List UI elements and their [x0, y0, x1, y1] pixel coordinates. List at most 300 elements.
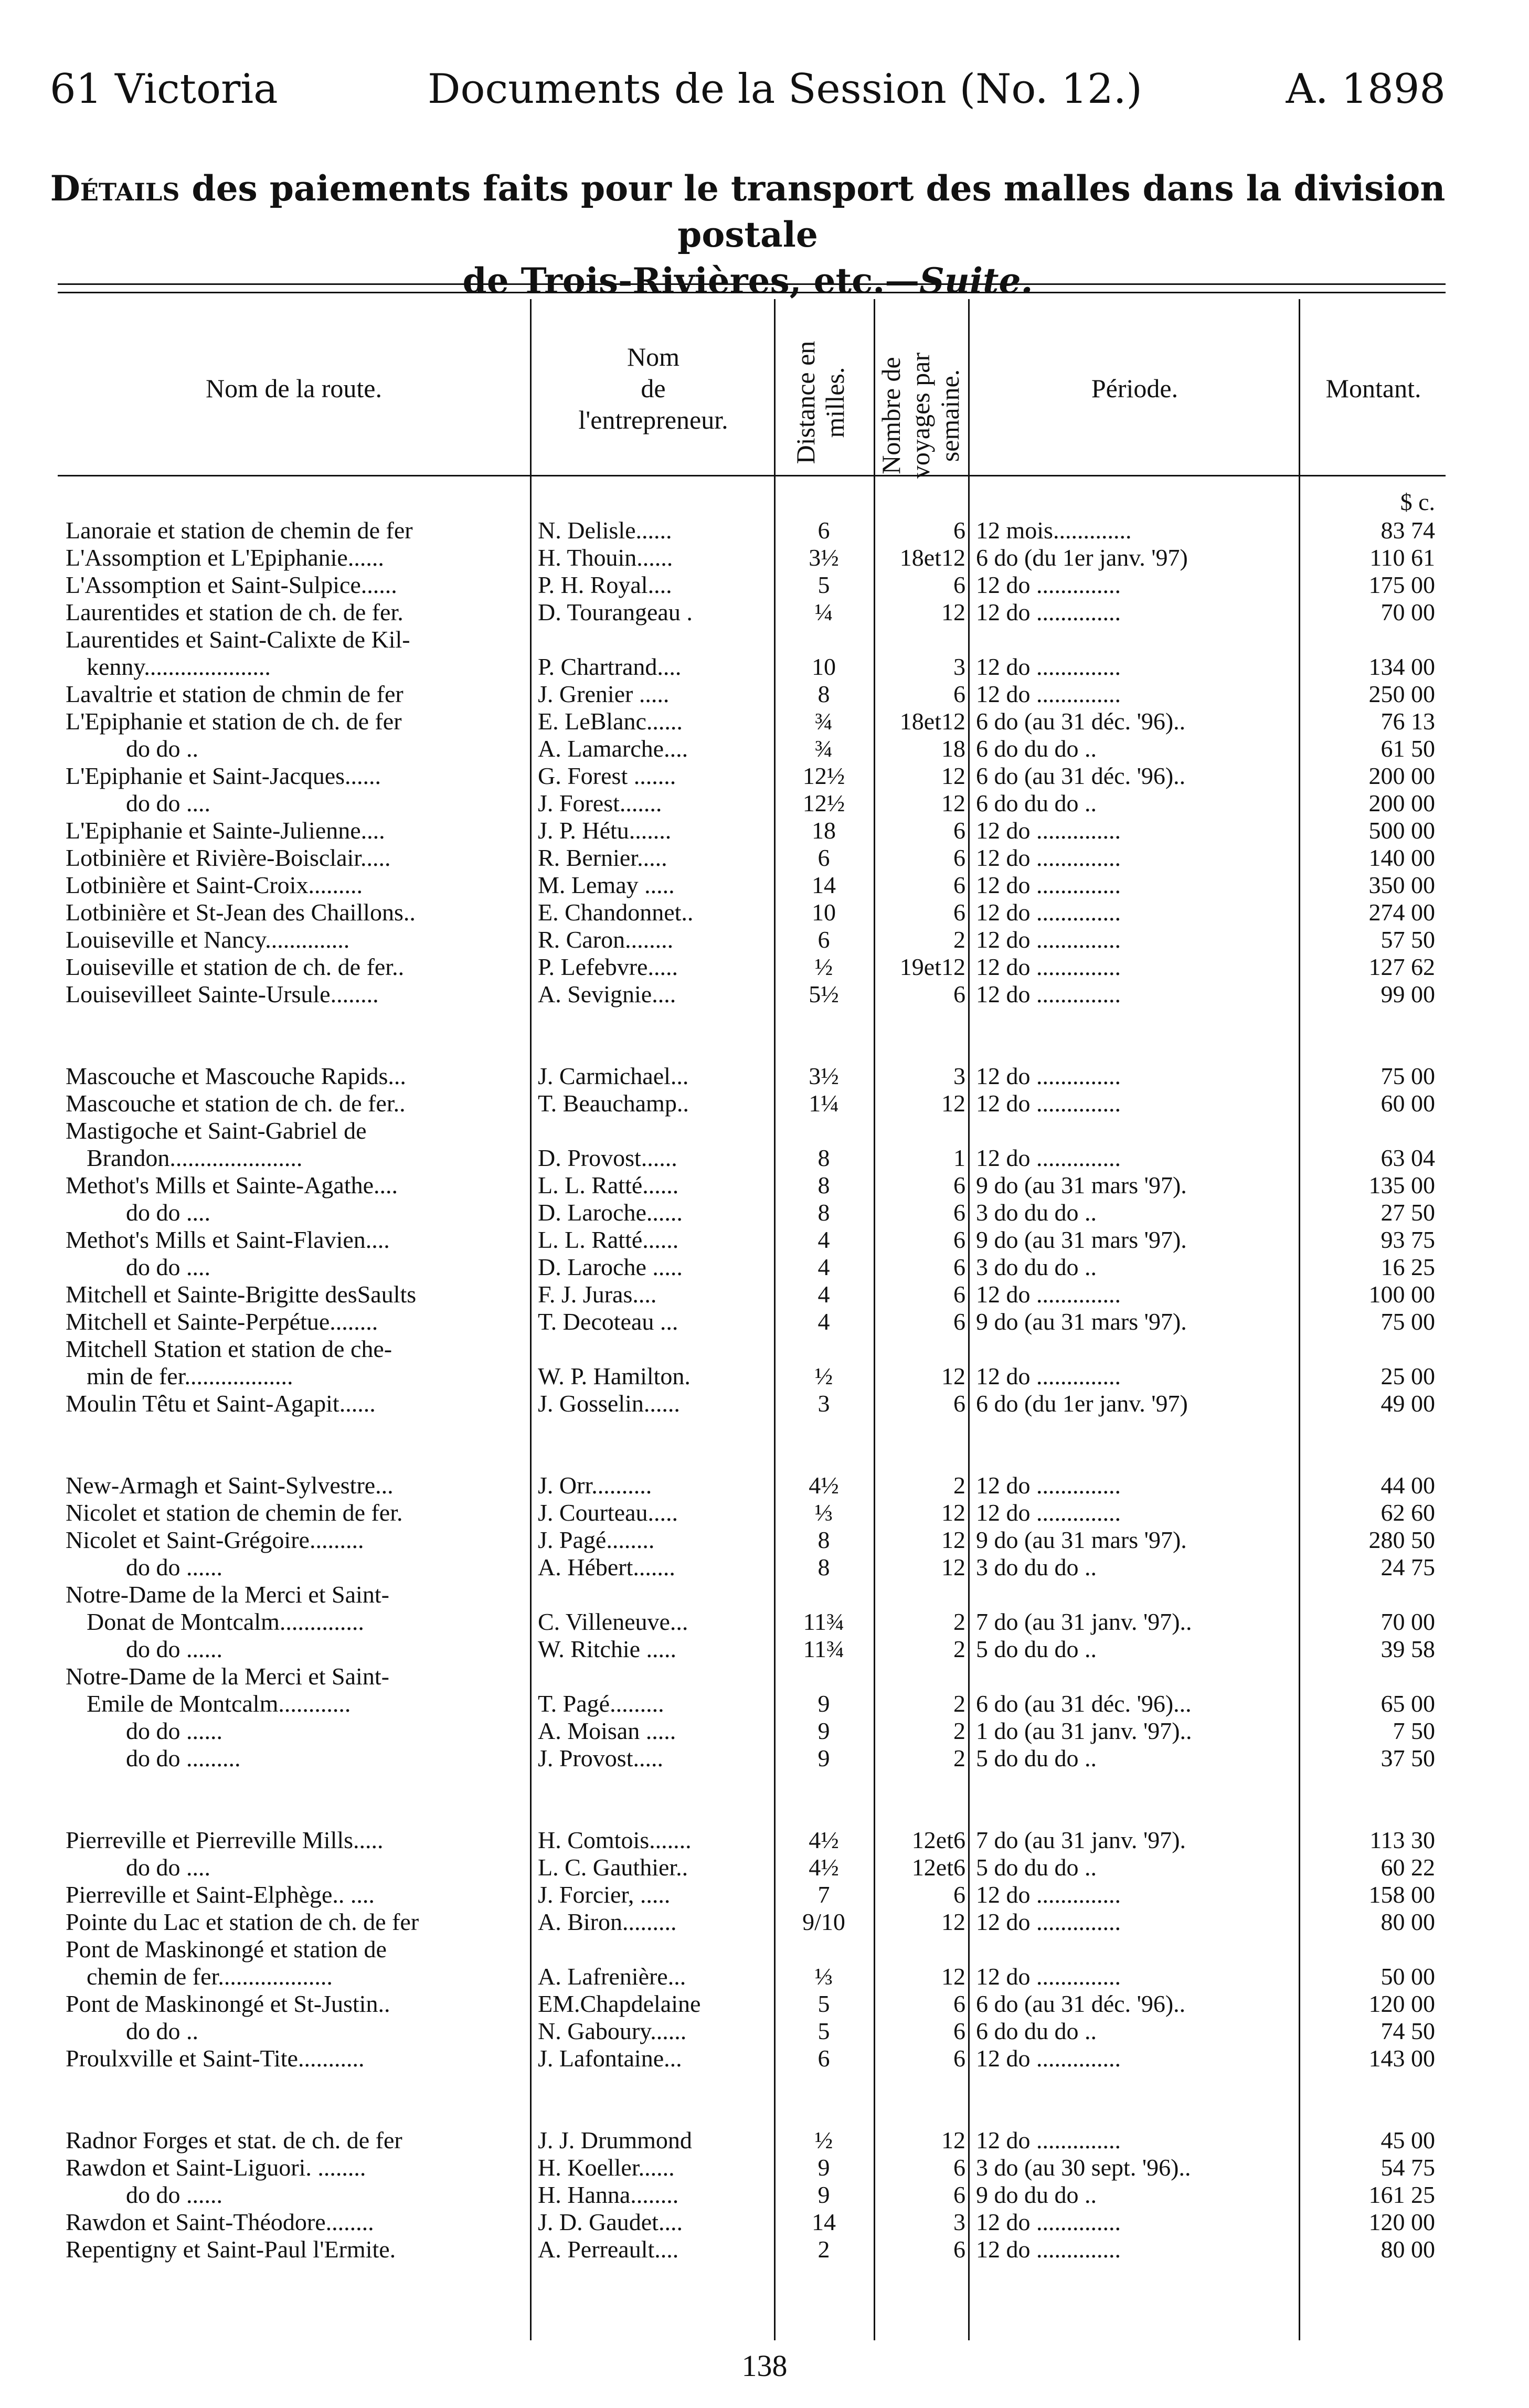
amount: 120 00 [1368, 1990, 1435, 2017]
contractor-name: A. Moisan ..... [538, 1717, 676, 1744]
distance-miles: 5 [817, 1990, 830, 2017]
period: 6 do (au 31 déc. '96).. [976, 708, 1186, 735]
period: 3 do (au 30 sept. '96).. [976, 2154, 1191, 2181]
contractor-name: W. P. Hamilton. [538, 1363, 691, 1389]
trips-per-week: 12 [941, 1363, 965, 1389]
contractor-name: M. Lemay ..... [538, 872, 675, 898]
contractor-name: A. Lafrenière... [538, 1963, 686, 1990]
route-name: New-Armagh et Saint-Sylvestre... [66, 1472, 394, 1499]
contractor-name: E. LeBlanc...... [538, 708, 683, 735]
amount: 274 00 [1368, 899, 1435, 926]
route-name: chemin de fer................... [87, 1963, 333, 1990]
route-name: Lotbinière et Rivière-Boisclair..... [66, 844, 391, 871]
trips-per-week: 6 [953, 1254, 965, 1280]
distance-miles: 8 [817, 1526, 830, 1553]
amount: 99 00 [1381, 981, 1435, 1007]
period: 12 do .............. [976, 1090, 1121, 1117]
route-name: do do .... [126, 1854, 210, 1881]
period: 12 do .............. [976, 2209, 1121, 2235]
table-row [0, 735, 1529, 762]
contractor-name: J. D. Gaudet.... [538, 2209, 683, 2235]
contractor-name: E. Chandonnet.. [538, 899, 694, 926]
distance-miles: ⅓ [814, 1499, 833, 1526]
trips-per-week: 12et6 [911, 1854, 965, 1881]
contractor-name: C. Villeneuve... [538, 1608, 688, 1635]
table-row [0, 1636, 1529, 1663]
table-row [0, 517, 1529, 544]
period: 3 do du do .. [976, 1254, 1097, 1280]
contractor-name: A. Lamarche.... [538, 735, 688, 762]
col-periode-header: Période. [1091, 374, 1178, 403]
period: 6 do (au 31 déc. '96).. [976, 762, 1186, 789]
table-row [0, 626, 1529, 653]
table-row [0, 1663, 1529, 1690]
contractor-name: J. P. Hétu....... [538, 817, 672, 844]
trips-per-week: 12 [941, 790, 965, 816]
distance-miles: 3 [817, 1390, 830, 1417]
period: 6 do (du 1er janv. '97) [976, 544, 1188, 571]
contractor-name: P. H. Royal.... [538, 571, 672, 598]
trips-per-week: 12 [941, 1499, 965, 1526]
table-row [0, 899, 1529, 926]
table-row [0, 1936, 1529, 1963]
trips-per-week: 6 [953, 2018, 965, 2044]
contractor-name: T. Decoteau ... [538, 1308, 678, 1335]
distance-miles: 5 [817, 2018, 830, 2044]
amount: 127 62 [1368, 953, 1435, 980]
amount: 140 00 [1368, 844, 1435, 871]
route-name: do do .... [126, 790, 210, 816]
contractor-name: W. Ritchie ..... [538, 1636, 677, 1662]
contractor-name: J. J. Drummond [538, 2127, 692, 2154]
period: 12 do .............. [976, 1881, 1121, 1908]
route-name: do do ...... [126, 1554, 222, 1580]
table-row [0, 571, 1529, 599]
distance-miles: 8 [817, 1144, 830, 1171]
period: 12 do .............. [976, 1063, 1121, 1089]
route-name: Louisevilleet Sainte-Ursule........ [66, 981, 379, 1007]
title-lead: Détails [50, 168, 180, 209]
distance-miles: 9 [817, 2154, 830, 2181]
table-row [0, 681, 1529, 708]
contractor-name: F. J. Juras.... [538, 1281, 657, 1308]
distance-miles: 4½ [809, 1854, 839, 1881]
route-name: kenny..................... [87, 653, 271, 680]
trips-per-week: 6 [953, 517, 965, 544]
period: 9 do (au 31 mars '97). [976, 1172, 1187, 1198]
period: 12 do .............. [976, 1281, 1121, 1308]
trips-per-week: 2 [953, 926, 965, 953]
col-route-header: Nom de la route. [205, 374, 382, 403]
amount: 350 00 [1368, 872, 1435, 898]
amount: 27 50 [1381, 1199, 1435, 1226]
distance-miles: 9 [817, 2181, 830, 2208]
amount: 61 50 [1381, 735, 1435, 762]
col-entrepreneur-line1: Nom [627, 342, 679, 372]
amount: 250 00 [1368, 681, 1435, 707]
route-name: Pierreville et Pierreville Mills..... [66, 1827, 384, 1853]
table-row [0, 1390, 1529, 1417]
amount: 75 00 [1381, 1063, 1435, 1089]
trips-per-week: 6 [953, 1281, 965, 1308]
contractor-name: EM.Chapdelaine [538, 1990, 701, 2017]
route-name: Radnor Forges et stat. de ch. de fer [66, 2127, 402, 2154]
distance-miles: 12½ [802, 762, 845, 789]
contractor-name: H. Koeller...... [538, 2154, 675, 2181]
table-row [0, 981, 1529, 1008]
route-name: Mitchell et Sainte-Brigitte desSaults [66, 1281, 417, 1308]
trips-per-week: 6 [953, 571, 965, 598]
amount: 50 00 [1381, 1963, 1435, 1990]
route-name: Donat de Montcalm.............. [87, 1608, 364, 1635]
amount: 80 00 [1381, 2236, 1435, 2263]
period: 12 do .............. [976, 899, 1121, 926]
top-rule-1 [58, 283, 1446, 285]
col-voyages-header: Nombre de voyages par semaine. [876, 352, 964, 479]
contractor-name: J. Forcier, ..... [538, 1881, 671, 1908]
amount: 76 13 [1381, 708, 1435, 735]
amount: 200 00 [1368, 790, 1435, 816]
distance-miles: 14 [812, 872, 836, 898]
table-row [0, 1608, 1529, 1636]
period: 12 do .............. [976, 599, 1121, 625]
table-row [0, 790, 1529, 817]
table-row [0, 599, 1529, 626]
table-row [0, 1172, 1529, 1199]
distance-miles: 3½ [809, 1063, 839, 1089]
trips-per-week: 6 [953, 2181, 965, 2208]
distance-miles: 5½ [809, 981, 839, 1007]
col-montant-header: Montant. [1325, 374, 1421, 403]
period: 12 do .............. [976, 681, 1121, 707]
distance-miles: 4½ [809, 1472, 839, 1499]
amount: 110 61 [1369, 544, 1435, 571]
period: 12 do .............. [976, 1472, 1121, 1499]
table-row [0, 1090, 1529, 1117]
period: 12 do .............. [976, 2045, 1121, 2072]
table-row [0, 544, 1529, 571]
period: 12 do .............. [976, 2127, 1121, 2154]
amount: 280 50 [1368, 1526, 1435, 1553]
table-row [0, 2236, 1529, 2263]
period: 12 do .............. [976, 872, 1121, 898]
contractor-name: A. Sevignie.... [538, 981, 676, 1007]
route-name: Nicolet et station de chemin de fer. [66, 1499, 403, 1526]
trips-per-week: 6 [953, 1172, 965, 1198]
amount: 74 50 [1381, 2018, 1435, 2044]
route-name: min de fer.................. [87, 1363, 293, 1389]
period: 6 do (du 1er janv. '97) [976, 1390, 1188, 1417]
trips-per-week: 6 [953, 899, 965, 926]
contractor-name: D. Provost...... [538, 1144, 677, 1171]
route-name: Repentigny et Saint-Paul l'Ermite. [66, 2236, 396, 2263]
period: 12 do .............. [976, 2236, 1121, 2263]
contractor-name: J. Grenier ..... [538, 681, 670, 707]
amount: 158 00 [1368, 1881, 1435, 1908]
amount: 45 00 [1381, 2127, 1435, 2154]
table-row [0, 1335, 1529, 1363]
distance-miles: 14 [812, 2209, 836, 2235]
contractor-name: L. L. Ratté...... [538, 1172, 679, 1198]
route-name: Moulin Têtu et Saint-Agapit...... [66, 1390, 376, 1417]
period: 9 do (au 31 mars '97). [976, 1526, 1187, 1553]
table-row [0, 1554, 1529, 1581]
table-row [0, 1745, 1529, 1772]
trips-per-week: 2 [953, 1636, 965, 1662]
contractor-name: A. Perreault.... [538, 2236, 679, 2263]
period: 12 do .............. [976, 844, 1121, 871]
amount: 75 00 [1381, 1308, 1435, 1335]
table-row [0, 1063, 1529, 1090]
table-row [0, 817, 1529, 844]
trips-per-week: 6 [953, 2154, 965, 2181]
contractor-name: R. Bernier..... [538, 844, 667, 871]
col-distance-header: Distance en milles. [791, 341, 850, 464]
period: 12 do .............. [976, 817, 1121, 844]
route-name: Louiseville et Nancy.............. [66, 926, 350, 953]
page-number: 138 [741, 2349, 788, 2383]
distance-miles: 7 [817, 1881, 830, 1908]
route-name: Mascouche et station de ch. de fer.. [66, 1090, 406, 1117]
table-row [0, 2018, 1529, 2045]
distance-miles: 2 [817, 2236, 830, 2263]
contractor-name: A. Hébert....... [538, 1554, 675, 1580]
route-name: do do ......... [126, 1745, 241, 1771]
table-row [0, 1226, 1529, 1254]
route-name: Lanoraie et station de chemin de fer [66, 517, 413, 544]
table-row [0, 2127, 1529, 2154]
table-row [0, 2045, 1529, 2072]
distance-miles: 9 [817, 1690, 830, 1717]
distance-miles: 9/10 [802, 1908, 845, 1935]
route-name: Laurentides et Saint-Calixte de Kil- [66, 626, 410, 653]
distance-miles: 11¾ [803, 1636, 845, 1662]
table-row [0, 1254, 1529, 1281]
amount: 65 00 [1381, 1690, 1435, 1717]
table-row [0, 1199, 1529, 1226]
distance-miles: 10 [812, 653, 836, 680]
trips-per-week: 18et12 [899, 544, 965, 571]
distance-miles: 5 [817, 571, 830, 598]
distance-miles: 12½ [802, 790, 845, 816]
distance-miles: 6 [817, 926, 830, 953]
distance-miles: ½ [814, 1363, 833, 1389]
contractor-name: P. Lefebvre..... [538, 953, 678, 980]
amount: 57 50 [1381, 926, 1435, 953]
amount: 70 00 [1381, 1608, 1435, 1635]
route-name: Louiseville et station de ch. de fer.. [66, 953, 405, 980]
contractor-name: H. Hanna........ [538, 2181, 679, 2208]
contractor-name: P. Chartrand.... [538, 653, 682, 680]
trips-per-week: 2 [953, 1717, 965, 1744]
amount: 161 25 [1368, 2181, 1435, 2208]
amount: 143 00 [1368, 2045, 1435, 2072]
period: 12 do .............. [976, 1963, 1121, 1990]
table-row [0, 1526, 1529, 1554]
trips-per-week: 6 [953, 1308, 965, 1335]
route-name: do do ...... [126, 2181, 222, 2208]
period: 12 do .............. [976, 1908, 1121, 1935]
distance-miles: 18 [812, 817, 836, 844]
route-name: L'Epiphanie et Sainte-Julienne.... [66, 817, 385, 844]
route-name: Methot's Mills et Sainte-Agathe.... [66, 1172, 398, 1198]
trips-per-week: 12 [941, 1554, 965, 1580]
route-name: do do ...... [126, 1717, 222, 1744]
period: 6 do (au 31 déc. '96).. [976, 1990, 1186, 2017]
period: 12 do .............. [976, 1363, 1121, 1389]
top-rule-2 [58, 292, 1446, 293]
period: 5 do du do .. [976, 1745, 1097, 1771]
title-line2: de Trois-Rivières, etc.— [462, 260, 920, 301]
period: 12 do .............. [976, 981, 1121, 1007]
contractor-name: H. Comtois....... [538, 1827, 692, 1853]
table-row [0, 2181, 1529, 2209]
route-name: Lavaltrie et station de chmin de fer [66, 681, 404, 707]
contractor-name: J. Pagé........ [538, 1526, 655, 1553]
contractor-name: J. Carmichael... [538, 1063, 689, 1089]
distance-miles: 6 [817, 2045, 830, 2072]
period: 12 do .............. [976, 571, 1121, 598]
route-name: Mitchell Station et station de che- [66, 1335, 392, 1362]
trips-per-week: 12 [941, 599, 965, 625]
amount: 24 75 [1381, 1554, 1435, 1580]
trips-per-week: 6 [953, 1881, 965, 1908]
table-row [0, 762, 1529, 790]
amount: 70 00 [1381, 599, 1435, 625]
amount: 25 00 [1381, 1363, 1435, 1389]
currency-units: $ c. [1400, 489, 1435, 515]
distance-miles: ½ [814, 953, 833, 980]
trips-per-week: 18 [941, 735, 965, 762]
period: 6 do (au 31 déc. '96)... [976, 1690, 1192, 1717]
table-row [0, 1144, 1529, 1172]
trips-per-week: 6 [953, 1199, 965, 1226]
period: 9 do du do .. [976, 2181, 1097, 2208]
distance-miles: 8 [817, 1199, 830, 1226]
trips-per-week: 6 [953, 844, 965, 871]
amount: 134 00 [1368, 653, 1435, 680]
contractor-name: N. Gaboury...... [538, 2018, 687, 2044]
distance-miles: 8 [817, 1172, 830, 1198]
table-row [0, 953, 1529, 981]
route-name: do do .... [126, 1199, 210, 1226]
table-row [0, 1908, 1529, 1936]
trips-per-week: 2 [953, 1472, 965, 1499]
contractor-name: T. Pagé......... [538, 1690, 664, 1717]
amount: 93 75 [1381, 1226, 1435, 1253]
distance-miles: ⅓ [814, 1963, 833, 1990]
contractor-name: J. Provost..... [538, 1745, 663, 1771]
table-row [0, 1881, 1529, 1908]
route-name: Rawdon et Saint-Liguori. ........ [66, 2154, 366, 2181]
amount: 44 00 [1381, 1472, 1435, 1499]
contractor-name: A. Biron......... [538, 1908, 677, 1935]
amount: 60 00 [1381, 1090, 1435, 1117]
distance-miles: 11¾ [803, 1608, 845, 1635]
contractor-name: L. C. Gauthier.. [538, 1854, 688, 1881]
contractor-name: J. Forest....... [538, 790, 662, 816]
amount: 63 04 [1381, 1144, 1435, 1171]
amount: 120 00 [1368, 2209, 1435, 2235]
trips-per-week: 6 [953, 872, 965, 898]
period: 12 do .............. [976, 653, 1121, 680]
period: 12 mois............. [976, 517, 1132, 544]
trips-per-week: 3 [953, 2209, 965, 2235]
amount: 39 58 [1381, 1636, 1435, 1662]
trips-per-week: 6 [953, 2045, 965, 2072]
trips-per-week: 6 [953, 1390, 965, 1417]
col-entrepreneur-header [533, 341, 774, 436]
route-name: L'Epiphanie et station de ch. de fer [66, 708, 402, 735]
contractor-name: L. L. Ratté...... [538, 1226, 679, 1253]
trips-per-week: 12 [941, 1963, 965, 1990]
table-row [0, 1472, 1529, 1499]
contractor-name: T. Beauchamp.. [538, 1090, 689, 1117]
contractor-name: J. Gosselin...... [538, 1390, 680, 1417]
route-name: Pont de Maskinongé et station de [66, 1936, 387, 1963]
period: 12 do .............. [976, 926, 1121, 953]
header-bottom-rule [58, 475, 1446, 476]
distance-miles: 9 [817, 1717, 830, 1744]
route-name: Nicolet et Saint-Grégoire......... [66, 1526, 364, 1553]
col-entrepreneur-line2: de [641, 374, 666, 403]
header-volume: 61 Victoria [50, 66, 278, 113]
route-name: L'Assomption et L'Epiphanie...... [66, 544, 384, 571]
route-name: Brandon...................... [87, 1144, 303, 1171]
period: 1 do (au 31 janv. '97).. [976, 1717, 1192, 1744]
route-name: Laurentides et station de ch. de fer. [66, 599, 404, 625]
amount: 7 50 [1393, 1717, 1435, 1744]
route-name: Rawdon et Saint-Théodore........ [66, 2209, 374, 2235]
route-name: Emile de Montcalm............ [87, 1690, 351, 1717]
contractor-name: H. Thouin...... [538, 544, 673, 571]
amount: 80 00 [1381, 1908, 1435, 1935]
route-name: Pierreville et Saint-Elphège.. .... [66, 1881, 375, 1908]
trips-per-week: 6 [953, 1226, 965, 1253]
route-name: Lotbinière et St-Jean des Chaillons.. [66, 899, 416, 926]
table-row [0, 653, 1529, 681]
period: 5 do du do .. [976, 1636, 1097, 1662]
amount: 175 00 [1368, 571, 1435, 598]
col-entrepreneur-line3: l'entrepreneur. [578, 405, 728, 434]
contractor-name: D. Laroche ..... [538, 1254, 683, 1280]
distance-miles: 4 [817, 1254, 830, 1280]
trips-per-week: 19et12 [899, 953, 965, 980]
amount: 83 74 [1381, 517, 1435, 544]
contractor-name: J. Orr.......... [538, 1472, 652, 1499]
route-name: Methot's Mills et Saint-Flavien.... [66, 1226, 390, 1253]
trips-per-week: 2 [953, 1745, 965, 1771]
distance-miles: 4 [817, 1226, 830, 1253]
trips-per-week: 12 [941, 1090, 965, 1117]
trips-per-week: 3 [953, 1063, 965, 1089]
trips-per-week: 12 [941, 2127, 965, 2154]
route-name: L'Assomption et Saint-Sulpice...... [66, 571, 397, 598]
distance-miles: ½ [814, 2127, 833, 2154]
route-name: Notre-Dame de la Merci et Saint- [66, 1581, 389, 1608]
distance-miles: 8 [817, 1554, 830, 1580]
trips-per-week: 6 [953, 681, 965, 707]
amount: 62 60 [1381, 1499, 1435, 1526]
distance-miles: ¾ [814, 735, 833, 762]
title-line1: des paiements faits pour le transport des malles dans la division postale [179, 168, 1446, 255]
contractor-name: D. Tourangeau . [538, 599, 693, 625]
amount: 16 25 [1381, 1254, 1435, 1280]
trips-per-week: 12 [941, 762, 965, 789]
route-name: do do .. [126, 2018, 198, 2044]
route-name: Pont de Maskinongé et St-Justin.. [66, 1990, 390, 2017]
distance-miles: 4 [817, 1308, 830, 1335]
